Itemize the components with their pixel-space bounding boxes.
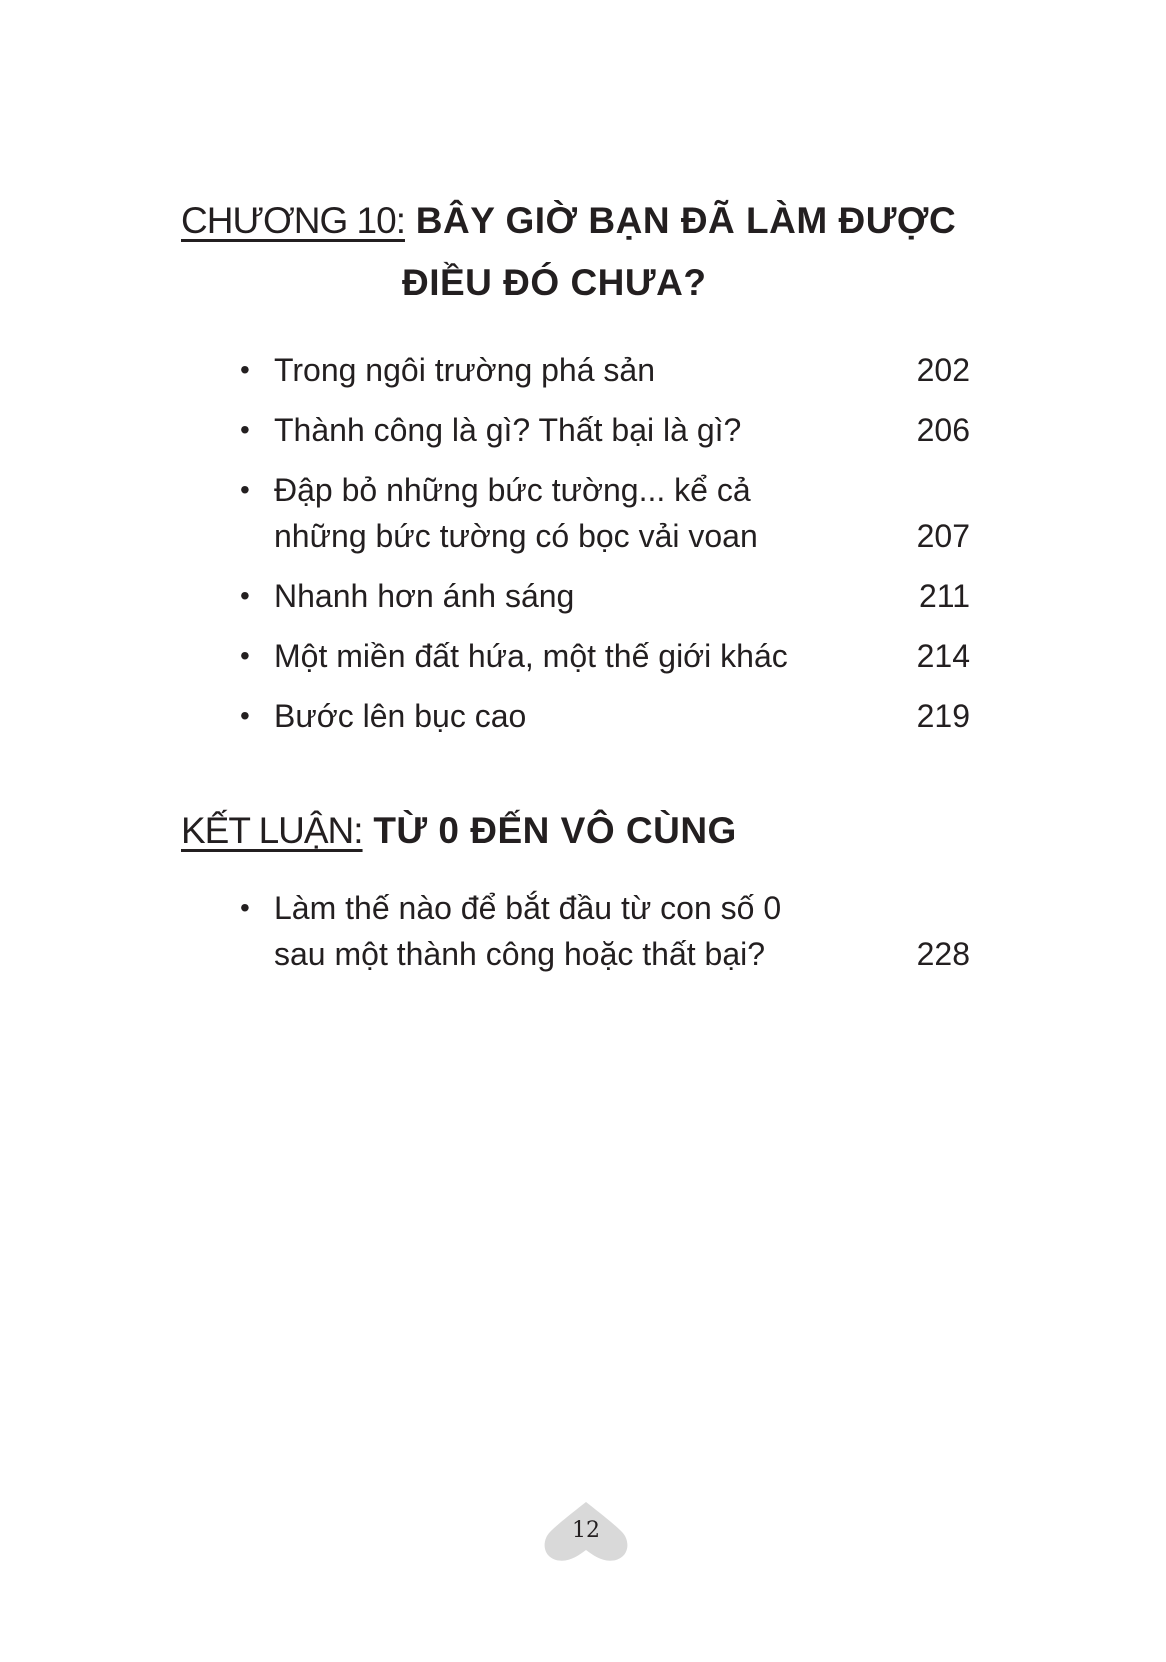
toc-entry[interactable] — [240, 407, 970, 453]
toc-entry[interactable] — [240, 347, 970, 393]
bullet-icon: • — [240, 580, 250, 611]
toc-entry-page: 214 — [916, 638, 970, 674]
bullet-icon: • — [240, 700, 250, 731]
toc-entry-page: 228 — [916, 936, 970, 972]
chapter-10-label: CHƯƠNG 10: — [181, 200, 405, 241]
bullet-icon: • — [240, 354, 250, 385]
toc-entry-page: 206 — [916, 412, 970, 448]
toc-entry-title: Thành công là gì? Thất bại là gì? — [274, 412, 742, 448]
toc-entry-title: Trong ngôi trường phá sản — [274, 352, 655, 388]
chapter-10-heading — [181, 200, 956, 242]
toc-entry[interactable] — [240, 633, 970, 679]
bullet-icon: • — [240, 640, 250, 671]
toc-entry[interactable] — [240, 885, 970, 977]
conclusion-heading — [181, 810, 737, 852]
toc-entry-title: Một miền đất hứa, một thế giới khác — [274, 638, 788, 674]
chapter-10-title-line2: ĐIỀU ĐÓ CHƯA? — [402, 262, 707, 303]
bullet-icon: • — [240, 414, 250, 445]
conclusion-label: KẾT LUẬN: — [181, 810, 363, 851]
toc-entry-title: Bước lên bục cao — [274, 698, 527, 734]
toc-entry-title: Làm thế nào để bắt đầu từ con số 0 sau một thành công hoặc thất bại? — [274, 890, 782, 972]
conclusion-toc-list — [240, 885, 970, 991]
toc-entry[interactable] — [240, 693, 970, 739]
bullet-icon: • — [240, 892, 250, 923]
toc-entry-page: 211 — [918, 578, 970, 614]
conclusion-title: TỪ 0 ĐẾN VÔ CÙNG — [373, 810, 737, 851]
page-number-badge — [540, 1500, 632, 1564]
toc-entry-title: Nhanh hơn ánh sáng — [274, 578, 575, 614]
toc-entry-page: 207 — [916, 518, 970, 554]
page-number: 12 — [572, 1518, 600, 1543]
toc-entry[interactable] — [240, 573, 970, 619]
toc-entry-title: Đập bỏ những bức tường... kể cả những bức tường có bọc vải voan — [274, 472, 758, 554]
chapter-10-title-line1: BÂY GIỜ BẠN ĐÃ LÀM ĐƯỢC — [415, 200, 957, 241]
toc-entry-page: 202 — [916, 352, 970, 388]
toc-entry-page: 219 — [916, 698, 970, 734]
toc-entry[interactable] — [240, 467, 970, 559]
chapter-10-toc-list — [240, 347, 970, 753]
bullet-icon: • — [240, 474, 250, 505]
